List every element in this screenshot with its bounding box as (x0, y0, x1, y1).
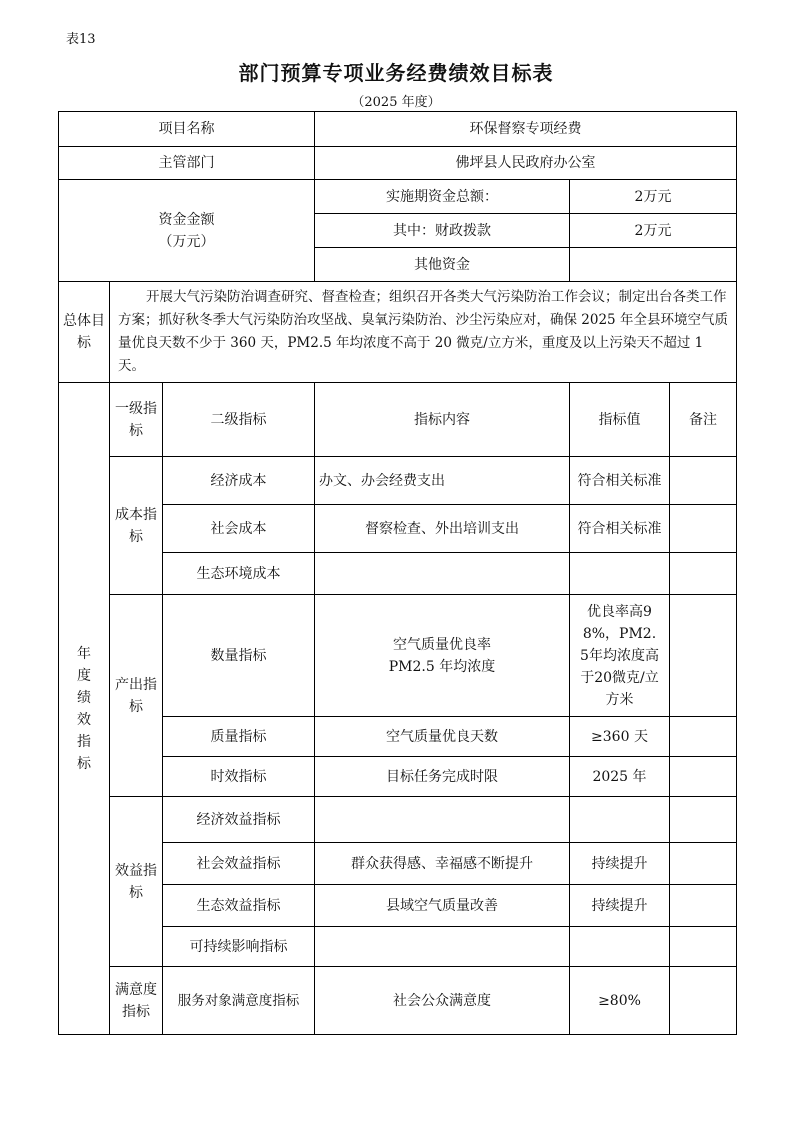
content-cell (315, 553, 570, 595)
value-cell: 符合相关标准 (570, 505, 670, 553)
header-level2: 二级指标 (163, 383, 315, 457)
funds-total-value: 2万元 (570, 180, 737, 214)
value-cell: 符合相关标准 (570, 457, 670, 505)
note-cell (670, 595, 737, 717)
content-line: 空气质量优良率 (393, 636, 491, 653)
funds-total-label: 实施期资金总额： (315, 180, 570, 214)
cost-label: 成本指标 (110, 457, 163, 595)
value-cell: 优良率高98%，PM2.5年均浓度高于20微克/立方米 (570, 595, 670, 717)
value-cell: ≥80% (570, 967, 670, 1035)
note-cell (670, 927, 737, 967)
perf-header-row (59, 383, 737, 457)
department-label: 主管部门 (59, 147, 315, 180)
l2-cell: 生态环境成本 (163, 553, 315, 595)
content-cell (315, 595, 570, 717)
l2-cell: 社会成本 (163, 505, 315, 553)
benefit-label: 效益指标 (110, 797, 163, 967)
satisfaction-label: 满意度指标 (110, 967, 163, 1035)
content-cell (315, 927, 570, 967)
year-label: （2025 年度） (351, 95, 441, 110)
table-row (59, 797, 737, 843)
content-cell: 县域空气质量改善 (315, 885, 570, 927)
l2-cell: 质量指标 (163, 717, 315, 757)
performance-table (58, 111, 737, 1035)
content-cell: 空气质量优良天数 (315, 717, 570, 757)
project-value: 环保督察专项经费 (315, 112, 737, 147)
l2-cell: 生态效益指标 (163, 885, 315, 927)
department-row (59, 147, 737, 180)
content-line: PM2.5 年均浓度 (388, 658, 496, 675)
l2-cell: 经济成本 (163, 457, 315, 505)
funds-fiscal-value: 2万元 (570, 214, 737, 248)
header-value: 指标值 (570, 383, 670, 457)
value-cell (570, 797, 670, 843)
table-row (59, 457, 737, 505)
funds-label-line2: （万元） (158, 233, 215, 250)
funds-label-line1: 资金金额 (158, 211, 215, 228)
value-cell: 持续提升 (570, 885, 670, 927)
content-cell: 督察检查、外出培训支出 (315, 505, 570, 553)
note-cell (670, 717, 737, 757)
note-cell (670, 505, 737, 553)
goal-text (110, 282, 737, 383)
funds-other-label: 其他资金 (315, 248, 570, 282)
l2-cell: 社会效益指标 (163, 843, 315, 885)
goal-label: 总体目标 (59, 282, 110, 383)
l2-cell: 经济效益指标 (163, 797, 315, 843)
note-cell (670, 757, 737, 797)
note-cell (670, 843, 737, 885)
content-cell: 社会公众满意度 (315, 967, 570, 1035)
l2-cell: 服务对象满意度指标 (163, 967, 315, 1035)
table-row (59, 595, 737, 717)
project-row (59, 112, 737, 147)
l2-cell: 数量指标 (163, 595, 315, 717)
funds-label (59, 180, 315, 282)
note-cell (670, 797, 737, 843)
header-content: 指标内容 (315, 383, 570, 457)
value-cell: ≥360 天 (570, 717, 670, 757)
table-row (59, 967, 737, 1035)
funds-total-row (59, 180, 737, 214)
department-value: 佛坪县人民政府办公室 (315, 147, 737, 180)
l2-cell: 时效指标 (163, 757, 315, 797)
header-level1: 一级指标 (110, 383, 163, 457)
page-title: 部门预算专项业务经费绩效目标表 (238, 61, 554, 85)
note-cell (670, 457, 737, 505)
goal-text-content: 开展大气污染防治调查研究、督查检查；组织召开各类大气污染防治工作会议；制定出台各类工作方案；抓好秋冬季大气污染防治攻坚战、臭氧污染防治、沙尘污染应对，确保 2025 年全县环境空气质量优良天数不少于 360 天，PM2.5 年均浓度不高于 20 微克/立方米，重度及以上污染天不超过 1 天。 (118, 289, 728, 374)
content-cell: 办文、办会经费支出 (315, 457, 570, 505)
output-label: 产出指标 (110, 595, 163, 797)
value-cell (570, 927, 670, 967)
doc-label: 表13 (66, 32, 96, 47)
value-cell: 持续提升 (570, 843, 670, 885)
note-cell (670, 553, 737, 595)
perf-label: 年度绩效指标 (59, 383, 110, 1035)
note-cell (670, 885, 737, 927)
content-cell (315, 797, 570, 843)
content-cell: 群众获得感、幸福感不断提升 (315, 843, 570, 885)
value-cell (570, 553, 670, 595)
note-cell (670, 967, 737, 1035)
content-cell: 目标任务完成时限 (315, 757, 570, 797)
goal-row (59, 282, 737, 383)
funds-fiscal-label: 其中：财政拨款 (315, 214, 570, 248)
project-label: 项目名称 (59, 112, 315, 147)
funds-other-value (570, 248, 737, 282)
value-cell: 2025 年 (570, 757, 670, 797)
l2-cell: 可持续影响指标 (163, 927, 315, 967)
header-note: 备注 (670, 383, 737, 457)
